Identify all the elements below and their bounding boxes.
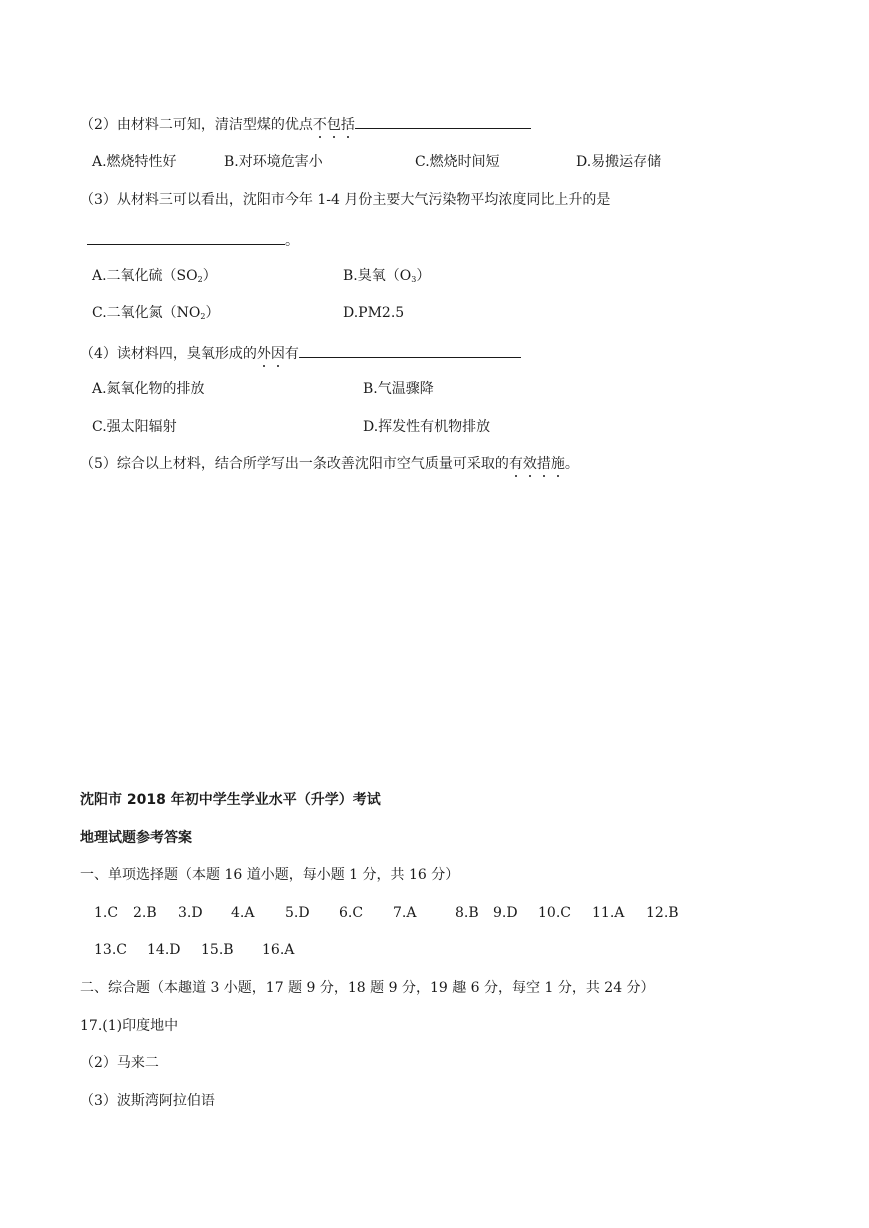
q3-option-a-end: ） [202, 268, 217, 284]
q4-option-a[interactable]: A.氮氧化物的排放 [92, 381, 205, 397]
answer-17-3: （3）波斯湾阿拉伯语 [80, 1093, 215, 1109]
q2-option-a[interactable]: A.燃烧特性好 [92, 154, 177, 170]
answer-item: 8.B [455, 905, 479, 921]
answers-section-2: 二、综合题（本趣道 3 小题，17 题 9 分，18 题 9 分，19 趣 6 分，每空 1 分，共 24 分） [80, 980, 655, 996]
q2-answer-blank[interactable] [355, 112, 531, 129]
q3-option-c-sub: 2 [200, 312, 206, 321]
q4-option-b[interactable]: B.气温骤降 [363, 381, 434, 397]
q2-emph-char: 括 [340, 117, 355, 133]
q5-emph-char: 施 [550, 456, 565, 472]
q4-stem-text: （4）读材料四，臭氧形成的 [80, 346, 257, 362]
answer-17-2: （2）马来二 [80, 1055, 159, 1071]
q5-stem-text: （5）综合以上材料，结合所学写出一条改善沈阳市空气质量可采取的 [80, 456, 509, 472]
answer-item: 13.C [94, 942, 127, 958]
q5-stem [80, 454, 579, 474]
q3-option-a-sub: 2 [197, 275, 203, 284]
answer-item: 15.B [201, 942, 234, 958]
q3-option-b-end: ） [416, 268, 431, 284]
q3-answer-line [87, 228, 299, 251]
q3-option-b-text: B.臭氧（O [343, 268, 412, 284]
q3-option-b[interactable] [343, 266, 430, 290]
q2-emph-char: 包 [326, 117, 341, 133]
q2-option-b[interactable]: B.对环境危害小 [224, 154, 323, 170]
answer-item: 5.D [285, 905, 310, 921]
q2-option-d[interactable]: D.易搬运存储 [576, 154, 662, 170]
q3-option-a-text: A.二氧化硫（SO [92, 268, 198, 284]
q4-stem-after: 有 [284, 346, 299, 362]
q3-option-c-text: C.二氧化氮（NO [92, 305, 201, 321]
q3-option-c[interactable] [92, 303, 219, 327]
answer-item: 4.A [231, 905, 255, 921]
q3-option-b-sub: 3 [411, 275, 417, 284]
q4-stem [80, 341, 521, 364]
q2-option-c[interactable]: C.燃烧时间短 [415, 154, 500, 170]
answer-item: 12.B [646, 905, 679, 921]
q3-option-d[interactable] [343, 303, 404, 323]
answer-item: 10.C [538, 905, 571, 921]
q5-emph-char: 措 [536, 456, 551, 472]
q3-option-d-text: D.PM2.5 [343, 305, 405, 321]
answers-subtitle: 地理试题参考答案 [80, 830, 192, 846]
q3-option-c-end: ） [205, 305, 220, 321]
q5-emph-char: 效 [522, 456, 537, 472]
q3-option-a[interactable] [92, 266, 217, 290]
answer-item: 16.A [262, 942, 295, 958]
q4-answer-blank[interactable] [299, 341, 521, 358]
q5-stem-after: 。 [564, 456, 579, 472]
q2-emph-char: 不 [312, 117, 327, 133]
q4-emph-char: 因 [270, 346, 285, 362]
answer-item: 11.A [592, 905, 625, 921]
answer-item: 9.D [493, 905, 518, 921]
q4-emph-char: 外 [256, 346, 271, 362]
q2-stem-text: （2）由材料二可知，清洁型煤的优点 [80, 117, 313, 133]
answer-17-1: 17.(1)印度地中 [80, 1018, 179, 1034]
answer-item: 14.D [147, 942, 181, 958]
q2-stem [80, 112, 531, 135]
q4-option-d[interactable]: D.挥发性有机物排放 [363, 419, 491, 435]
q3-answer-blank[interactable] [87, 228, 285, 245]
q4-option-c[interactable]: C.强太阳辐射 [92, 419, 177, 435]
q3-stem: （3）从材料三可以看出，沈阳市今年 1-4 月份主要大气污染物平均浓度同比上升的是 [80, 192, 611, 208]
answer-item: 7.A [393, 905, 417, 921]
answer-item: 1.C [94, 905, 119, 921]
answers-section-1: 一、单项选择题（本题 16 道小题，每小题 1 分，共 16 分） [80, 867, 460, 883]
answer-item: 6.C [339, 905, 364, 921]
answer-item: 2.B [133, 905, 157, 921]
q3-tail: 。 [285, 233, 299, 249]
answers-title: 沈阳市 2018 年初中学生学业水平（升学）考试 [80, 792, 381, 808]
answer-item: 3.D [178, 905, 203, 921]
q5-emph-char: 有 [508, 456, 523, 472]
